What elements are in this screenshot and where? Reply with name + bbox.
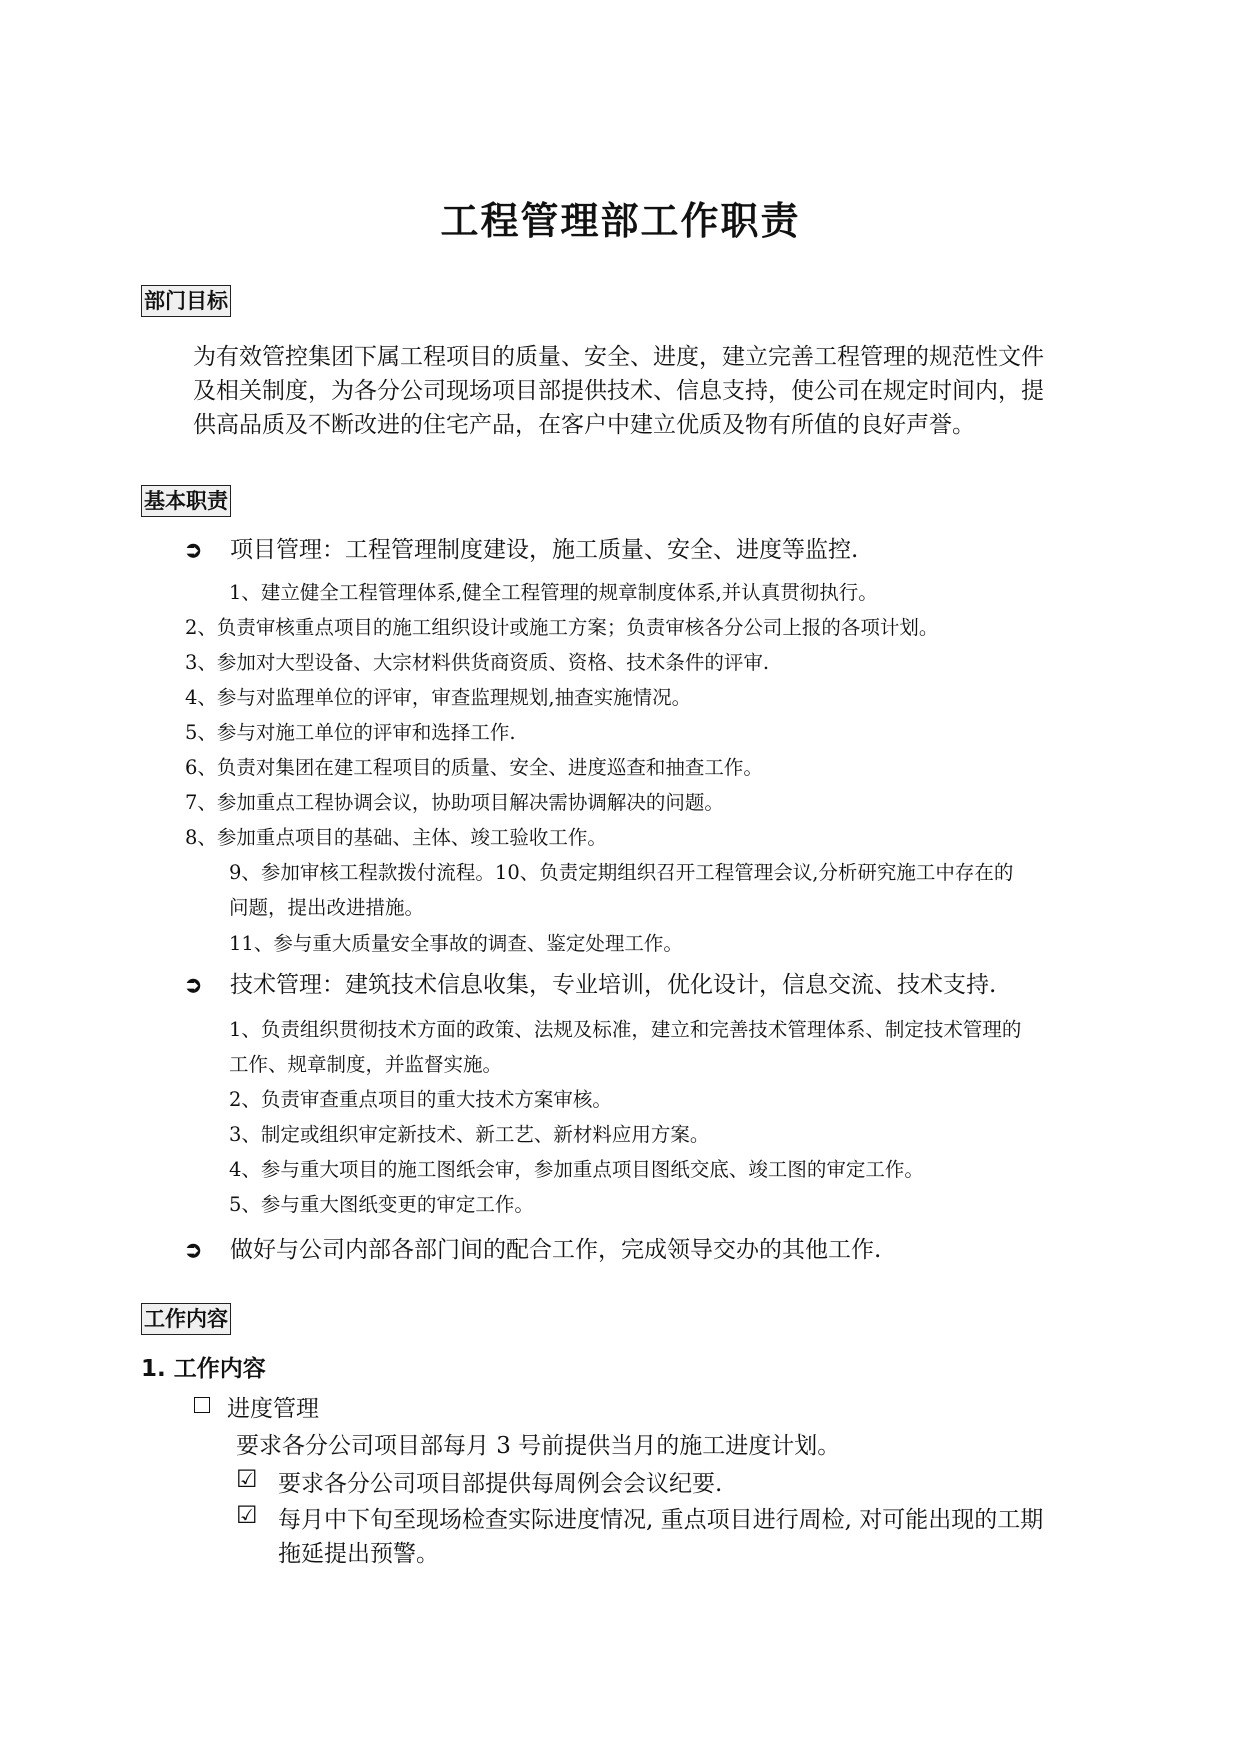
bullet-heading: 项目管理：工程管理制度建设，施工质量、安全、进度等监控. [230, 537, 859, 563]
list-item: 3、制定或组织审定新技术、新工艺、新材料应用方案。 [229, 1123, 710, 1146]
bullet-other-duty [0, 1235, 1241, 1267]
goal-paragraph-line: 及相关制度，为各分公司现场项目部提供技术、信息支持，使公司在规定时间内，提 [193, 378, 1044, 404]
bullet-tech-management [0, 970, 1241, 1002]
list-item: 4、参与重大项目的施工图纸会审，参加重点项目图纸交底、竣工图的审定工作。 [229, 1158, 924, 1181]
bullet-heading: 做好与公司内部各部门间的配合工作，完成领导交办的其他工作. [230, 1237, 882, 1263]
list-item: 6、负责对集团在建工程项目的质量、安全、进度巡查和抽查工作。 [185, 756, 763, 779]
bullet-arrow-icon: ➲ [184, 537, 203, 563]
section-heading-goal: 部门目标 [141, 285, 231, 317]
list-item: 2、负责审查重点项目的重大技术方案审核。 [229, 1088, 612, 1111]
list-item: 工作、规章制度，并监督实施。 [229, 1053, 503, 1076]
progress-label: 进度管理 [227, 1396, 319, 1422]
section-heading-duties: 基本职责 [141, 485, 231, 517]
list-item: 9、参加审核工程款拨付流程。10、负责定期组织召开工程管理会议,分析研究施工中存在的 [229, 861, 1014, 884]
check-item: 每月中下旬至现场检查实际进度情况, 重点项目进行周检, 对可能出现的工期 [278, 1507, 1044, 1533]
progress-text: 要求各分公司项目部每月 3 号前提供当月的施工进度计划。 [236, 1433, 841, 1459]
check-item: 拖延提出预警。 [278, 1541, 439, 1567]
list-item: 1、建立健全工程管理体系,健全工程管理的规章制度体系,并认真贯彻执行。 [229, 581, 878, 604]
bullet-project-management [0, 535, 1241, 567]
checkbox-checked-icon: ☑ [236, 1501, 258, 1529]
bullet-heading: 技术管理：建筑技术信息收集，专业培训，优化设计，信息交流、技术支持. [230, 972, 997, 998]
list-item: 5、参与对施工单位的评审和选择工作. [185, 721, 516, 744]
subheading: 1. 工作内容 [141, 1356, 266, 1382]
list-item: 5、参与重大图纸变更的审定工作。 [229, 1193, 534, 1216]
list-item: 11、参与重大质量安全事故的调查、鉴定处理工作。 [229, 932, 683, 955]
list-item: 3、参加对大型设备、大宗材料供货商资质、资格、技术条件的评审. [185, 651, 770, 674]
goal-paragraph-line: 为有效管控集团下属工程项目的质量、安全、进度，建立完善工程管理的规范性文件 [193, 344, 1044, 370]
goal-paragraph-line: 供高品质及不断改进的住宅产品，在客户中建立优质及物有所值的良好声誉。 [193, 412, 975, 438]
section-heading-content: 工作内容 [141, 1303, 231, 1335]
page-title: 工程管理部工作职责 [440, 199, 801, 243]
list-item: 2、负责审核重点项目的施工组织设计或施工方案；负责审核各分公司上报的各项计划。 [185, 616, 939, 639]
list-item: 7、参加重点工程协调会议，协助项目解决需协调解决的问题。 [185, 791, 724, 814]
bullet-arrow-icon: ➲ [184, 1237, 203, 1263]
list-item: 1、负责组织贯彻技术方面的政策、法规及标准，建立和完善技术管理体系、制定技术管理的 [229, 1018, 1022, 1041]
list-item: 8、参加重点项目的基础、主体、竣工验收工作。 [185, 826, 607, 849]
list-item: 4、参与对监理单位的评审，审查监理规划,抽查实施情况。 [185, 686, 692, 709]
bullet-arrow-icon: ➲ [184, 972, 203, 998]
checkbox-checked-icon: ☑ [236, 1465, 258, 1493]
check-item: 要求各分公司项目部提供每周例会会议纪要. [278, 1471, 723, 1497]
checkbox-empty-icon [194, 1397, 210, 1413]
list-item: 问题，提出改进措施。 [229, 896, 425, 919]
